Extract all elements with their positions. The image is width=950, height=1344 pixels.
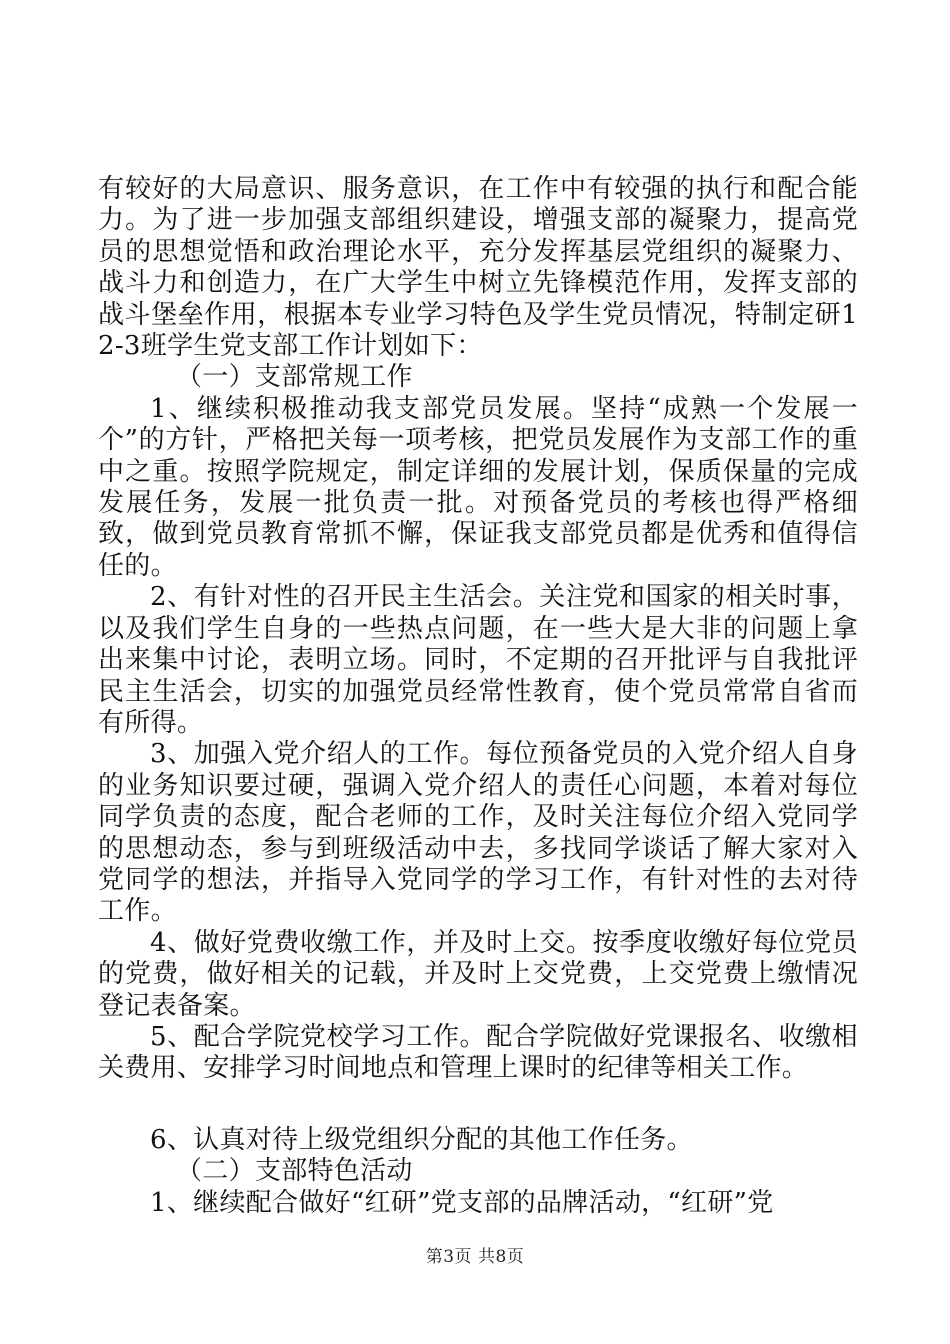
section-heading-featured-activities: （二）支部特色活动 (176, 1156, 413, 1187)
list-item: 1、继续积极推动我支部党员发展。坚持“成熟一个发展一个”的方针，严格把关每一项考核，把党员发展作为支部工作的重中之重。按照学院规定，制定详细的发展计划，保质保量的完成发展任务，发展一批负责一批。对预备党员的考核也得严格细致，做到党员教育常抓不懈，保证我支部党员都是优秀和值得信任的。 (98, 393, 858, 581)
list-item: 2、有针对性的召开民主生活会。关注党和国家的相关时事，以及我们学生自身的一些热点问题，在一些大是大非的问题上拿出来集中讨论，表明立场。同时，不定期的召开批评与自我批评民主生活会，切实的加强党员经常性教育，使个党员常常自省而有所得。 (98, 582, 858, 738)
list-item: 4、做好党费收缴工作，并及时上交。按季度收缴好每位党员的党费，做好相关的记载，并及时上交党费，上交党费上缴情况登记表备案。 (98, 927, 858, 1021)
list-item: 3、加强入党介绍人的工作。每位预备党员的入党介绍人自身的业务知识要过硬，强调入党介绍人的责任心问题，本着对每位同学负责的态度，配合老师的工作，及时关注每位介绍入党同学的思想动态，参与到班级活动中去，多找同学谈话了解大家对入党同学的想法，并指导入党同学的学习工作，有针对性的去对待工作。 (98, 739, 858, 927)
intro-paragraph: 有较好的大局意识、服务意识，在工作中有较强的执行和配合能力。为了进一步加强支部组织建设，增强支部的凝聚力，提高党员的思想觉悟和政治理论水平，充分发挥基层党组织的凝聚力、战斗力和创造力，在广大学生中树立先锋模范作用，发挥支部的战斗堡垒作用，根据本专业学习特色及学生党员情况，特制定研12-3班学生党支部工作计划如下： (98, 174, 858, 362)
list-item: 5、配合学院党校学习工作。配合学院做好党课报名、收缴相关费用、安排学习时间地点和管理上课时的纪律等相关工作。 (98, 1021, 858, 1084)
page-number-footer: 第3页 共8页 (425, 1247, 525, 1267)
list-item: 1、继续配合做好“红研”党支部的品牌活动，“红研”党 (150, 1187, 774, 1218)
list-item: 6、认真对待上级党组织分配的其他工作任务。 (150, 1124, 693, 1155)
section-heading-routine-work: （一）支部常规工作 (176, 362, 413, 393)
document-body (98, 174, 858, 1219)
